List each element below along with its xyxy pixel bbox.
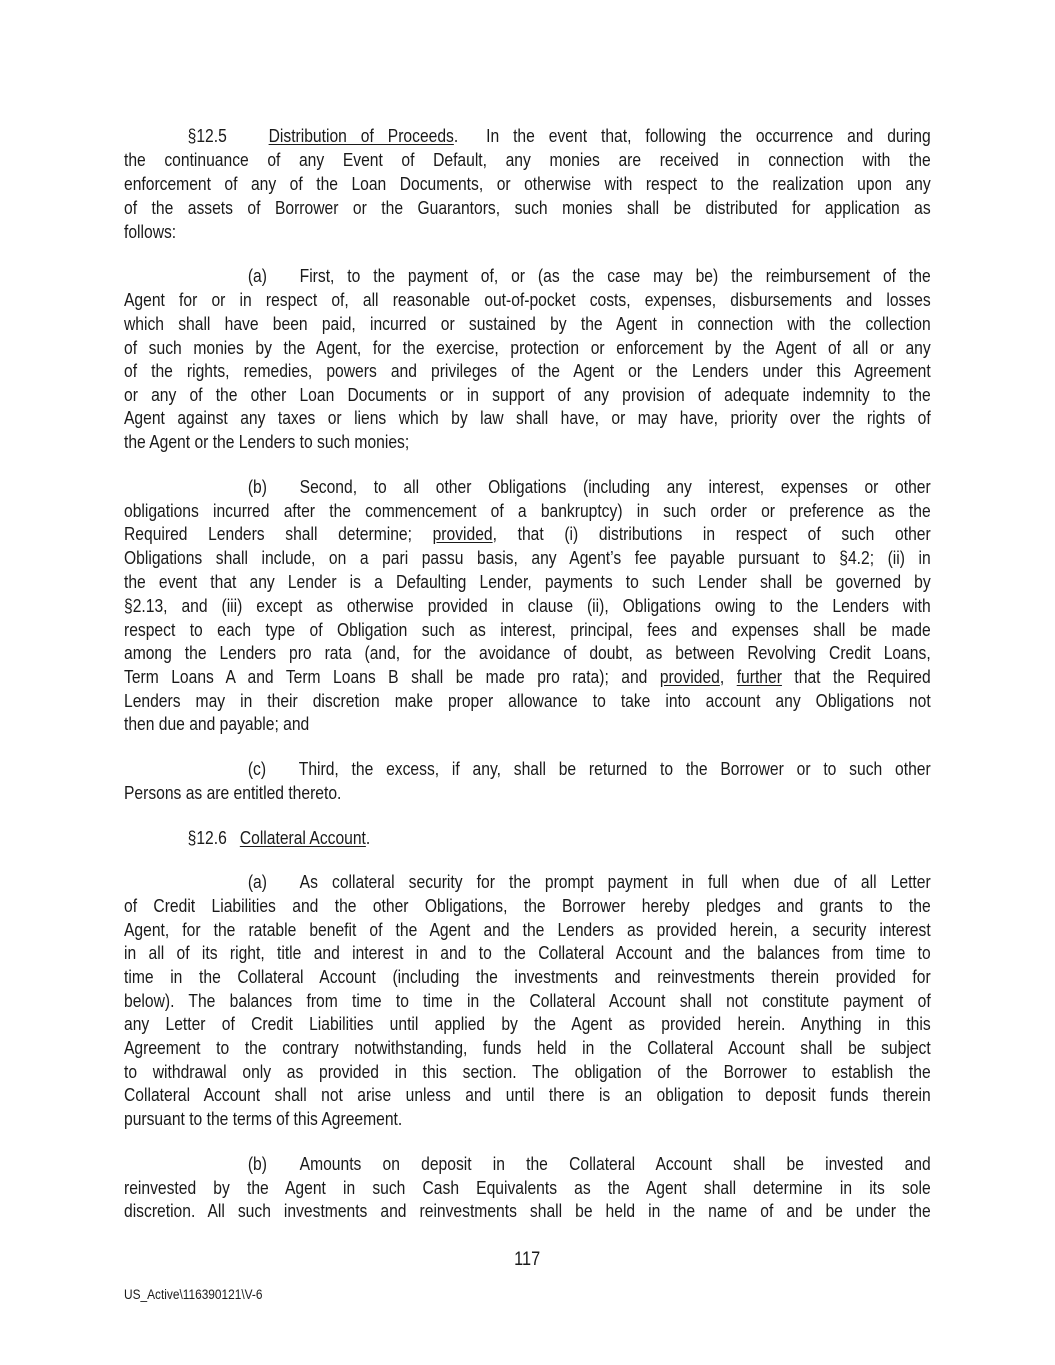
clause-label: (b) xyxy=(247,477,267,497)
text-line: among the Lenders pro rata (and, for the avoidance of doubt, as between Revolving Credit Loans, xyxy=(124,643,931,663)
section-heading: Distribution of Proceeds xyxy=(268,126,454,146)
text-line: of the rights, remedies, powers and privileges of the Agent or the Lenders under this Agreement xyxy=(124,361,931,381)
text-line: Agent, for the ratable benefit of the Agent and the Lenders as provided herein, a security interest xyxy=(124,920,931,940)
text-line: the event that any Lender is a Defaulting Lender, payments to such Lender shall be governed by xyxy=(124,572,931,592)
clause-label: (a) xyxy=(247,266,267,286)
clause-label: (c) xyxy=(247,759,267,779)
text-line: reinvested by the Agent in such Cash Equivalents as the Agent shall determine in its sole xyxy=(124,1178,931,1198)
clause-label: (b) xyxy=(247,1154,267,1174)
text-line: then due and payable; and xyxy=(124,714,310,734)
text-line: discretion. All such investments and reinvestments shall be held in the name of and be under the xyxy=(124,1201,931,1221)
text-line: Persons as are entitled thereto. xyxy=(124,783,342,803)
text-line: time in the Collateral Account (including the investments and reinvestments therein provided for xyxy=(124,967,931,987)
document-id: US_Active\116390121\V-6 xyxy=(124,1287,263,1302)
text-line: Obligations shall include, on a pari passu basis, any Agent’s fee payable pursuant to §4.2; (ii) in xyxy=(124,548,931,568)
page-number: 117 xyxy=(514,1249,541,1270)
text-line: the continuance of any Event of Default, any monies are received in connection with the xyxy=(124,150,931,170)
text-line: below). The balances from time to time in the Collateral Account shall not constitute payment of xyxy=(124,991,931,1011)
text-line: Agent against any taxes or liens which by law shall have, or may have, priority over the rights of xyxy=(124,408,931,428)
text-line: of the assets of Borrower or the Guarantors, such monies shall be distributed for application as xyxy=(124,198,931,218)
clause-label: (a) xyxy=(247,872,267,892)
text-line: respect to each type of Obligation such as interest, principal, fees and expenses shall be made xyxy=(124,620,931,640)
provided-term: provided xyxy=(659,667,720,687)
provided-term: provided xyxy=(432,524,493,544)
clause-c-first-line: (c) Third, the excess, if any, shall be returned to the Borrower or to such other xyxy=(247,759,931,779)
clause-b-first-line: (b) Second, to all other Obligations (including any interest, expenses or other xyxy=(247,477,931,497)
section-heading: Collateral Account xyxy=(239,828,366,848)
text-line: Agreement to the contrary notwithstanding, funds held in the Collateral Account shall be subject xyxy=(124,1038,931,1058)
clause-b-first-line: (b) Amounts on deposit in the Collateral Account shall be invested and xyxy=(247,1154,931,1174)
text-line: Lenders may in their discretion make proper allowance to take into account any Obligations not xyxy=(124,691,931,711)
text-line: of Credit Liabilities and the other Obligations, the Borrower hereby pledges and grants to the xyxy=(124,896,931,916)
text-line: Collateral Account shall not arise unless and until there is an obligation to deposit funds therein xyxy=(124,1085,931,1105)
section-12-5-first-line: §12.5 Distribution of Proceeds. In the event that, following the occurrence and during xyxy=(187,126,931,146)
text-line: enforcement of any of the Loan Documents, or otherwise with respect to the realization upon any xyxy=(124,174,931,194)
text-line: Required Lenders shall determine; provided, that (i) distributions in respect of such other xyxy=(124,524,931,544)
text-line: in all of its right, title and interest in and to the Collateral Account and the balances from time to xyxy=(124,943,931,963)
text-line: Agent for or in respect of, all reasonable out-of-pocket costs, expenses, disbursements and losses xyxy=(124,290,931,310)
text-line: §2.13, and (iii) except as otherwise provided in clause (ii), Obligations owing to the Lenders with xyxy=(124,596,931,616)
text-line: which shall have been paid, incurred or sustained by the Agent in connection with the collection xyxy=(124,314,931,334)
text-line: pursuant to the terms of this Agreement. xyxy=(124,1109,403,1129)
section-number: §12.6 xyxy=(187,828,227,848)
clause-a-first-line: (a) As collateral security for the prompt payment in full when due of all Letter xyxy=(247,872,931,892)
further-term: further xyxy=(736,667,782,687)
text-line: Term Loans A and Term Loans B shall be made pro rata); and provided, further that the Required xyxy=(124,667,931,687)
text-line: follows: xyxy=(124,222,177,242)
text-line: of such monies by the Agent, for the exercise, protection or enforcement by the Agent of all or any xyxy=(124,338,931,358)
text-line: to withdrawal only as provided in this section. The obligation of the Borrower to establish the xyxy=(124,1062,931,1082)
section-number: §12.5 xyxy=(187,126,227,146)
section-12-6-heading: §12.6 Collateral Account. xyxy=(187,828,371,848)
text-line: or any of the other Loan Documents or in support of any provision of adequate indemnity to the xyxy=(124,385,931,405)
clause-a-first-line: (a) First, to the payment of, or (as the case may be) the reimbursement of the xyxy=(247,266,931,286)
text-line: obligations incurred after the commencement of a bankruptcy) in such order or preference as the xyxy=(124,501,931,521)
text-line: the Agent or the Lenders to such monies; xyxy=(124,432,410,452)
text-line: any Letter of Credit Liabilities until applied by the Agent as provided herein. Anything in this xyxy=(124,1014,931,1034)
